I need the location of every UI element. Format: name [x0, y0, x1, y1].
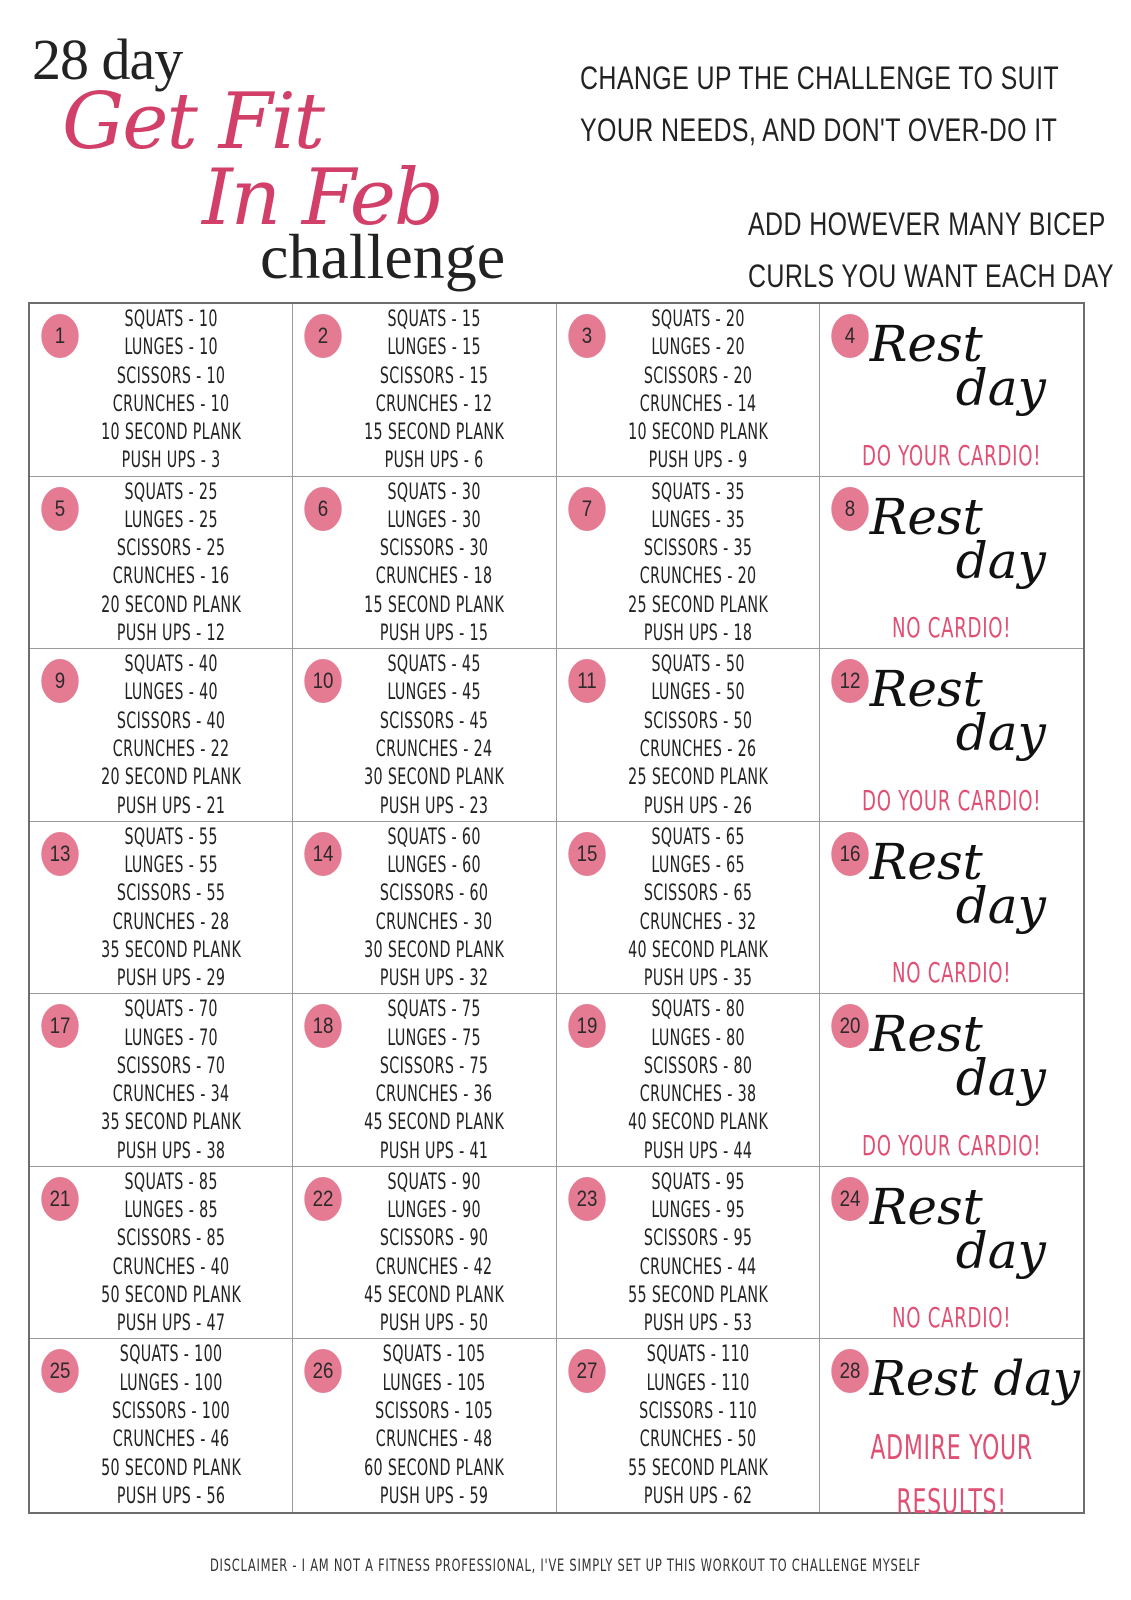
- day-number-badge: 20: [831, 1004, 868, 1048]
- day-cell: [557, 649, 820, 822]
- rest-day-subtitle: day: [955, 876, 1046, 935]
- exercise-line: PUSH UPS - 9: [648, 448, 748, 474]
- title-28-day: 28 day: [32, 27, 183, 92]
- exercise-line: SCISSORS - 55: [116, 881, 226, 907]
- exercise-line: PUSH UPS - 56: [116, 1483, 226, 1509]
- day-cell: [293, 477, 556, 650]
- exercise-line: SQUATS - 10: [124, 307, 218, 332]
- exercise-line: SQUATS - 65: [650, 824, 745, 850]
- day-cell: [557, 1339, 820, 1512]
- day-cell: [293, 649, 556, 822]
- exercise-line: PUSH UPS - 32: [380, 966, 489, 992]
- day-cell: [293, 1339, 556, 1512]
- cardio-note: NO CARDIO!: [891, 956, 1012, 990]
- exercise-line: 25 SECOND PLANK: [627, 765, 768, 791]
- exercise-list: [577, 824, 819, 994]
- exercise-list: [313, 479, 555, 649]
- rest-day-title: Rest: [869, 1005, 983, 1064]
- day-cell: [30, 822, 293, 995]
- day-cell: [30, 477, 293, 650]
- exercise-line: LUNGES - 110: [646, 1370, 750, 1396]
- exercise-line: CRUNCHES - 24: [376, 737, 493, 763]
- day-number-badge: 2: [305, 314, 342, 358]
- day-cell: [820, 304, 1083, 477]
- cardio-note: DO YOUR CARDIO!: [861, 1128, 1041, 1162]
- exercise-list: [577, 651, 819, 821]
- exercise-line: CRUNCHES - 30: [376, 909, 493, 935]
- day-cell: [30, 1167, 293, 1340]
- day-cell: [30, 649, 293, 822]
- exercise-line: CRUNCHES - 12: [376, 391, 493, 417]
- exercise-line: PUSH UPS - 44: [643, 1138, 752, 1164]
- exercise-list: [313, 1169, 555, 1339]
- exercise-line: SCISSORS - 90: [380, 1226, 489, 1252]
- exercise-line: SCISSORS - 35: [643, 536, 752, 562]
- exercise-line: LUNGES - 105: [382, 1370, 486, 1396]
- exercise-line: SQUATS - 95: [650, 1169, 745, 1195]
- exercise-line: CRUNCHES - 28: [112, 909, 230, 935]
- exercise-line: SCISSORS - 10: [116, 363, 226, 389]
- exercise-line: CRUNCHES - 20: [639, 564, 756, 590]
- title-block: [28, 27, 548, 292]
- day-number-badge: 21: [41, 1177, 78, 1221]
- exercise-line: CRUNCHES - 18: [376, 564, 493, 590]
- note-bicep-tip: [748, 198, 1114, 302]
- exercise-line: PUSH UPS - 35: [643, 966, 752, 992]
- day-number-badge: 14: [305, 832, 342, 876]
- exercise-line: SCISSORS - 75: [380, 1053, 489, 1079]
- exercise-line: SQUATS - 55: [124, 824, 218, 850]
- exercise-line: PUSH UPS - 23: [380, 793, 489, 819]
- day-number-badge: 12: [831, 659, 868, 703]
- exercise-line: SQUATS - 30: [387, 479, 481, 505]
- note-line: CURLS YOU WANT EACH DAY: [748, 258, 1114, 294]
- exercise-line: SCISSORS - 40: [116, 708, 226, 734]
- final-rest-day-title: Rest day: [869, 1351, 1080, 1408]
- day-cell: [293, 1167, 556, 1340]
- exercise-line: SCISSORS - 15: [380, 363, 489, 389]
- exercise-line: SQUATS - 60: [387, 824, 481, 850]
- exercise-line: 30 SECOND PLANK: [364, 765, 505, 791]
- exercise-line: SCISSORS - 95: [643, 1226, 752, 1252]
- rest-day-title: Rest: [869, 1177, 983, 1236]
- exercise-line: PUSH UPS - 41: [380, 1138, 489, 1164]
- exercise-line: LUNGES - 20: [650, 335, 745, 361]
- exercise-line: 45 SECOND PLANK: [364, 1283, 505, 1309]
- exercise-line: SCISSORS - 20: [643, 363, 752, 389]
- rest-day-title: Rest: [869, 832, 983, 891]
- exercise-line: 55 SECOND PLANK: [627, 1455, 768, 1481]
- note-line: CHANGE UP THE CHALLENGE TO SUIT: [580, 60, 1060, 96]
- challenge-calendar-grid: [28, 302, 1085, 1523]
- exercise-line: SQUATS - 45: [387, 652, 481, 678]
- day-number-badge: 1: [41, 314, 78, 358]
- day-cell: [820, 1167, 1083, 1340]
- day-cell: [557, 304, 820, 477]
- day-cell: [293, 304, 556, 477]
- exercise-list: [313, 306, 555, 476]
- day-number-badge: 11: [568, 659, 605, 703]
- day-cell: [30, 304, 293, 477]
- day-cell: [820, 822, 1083, 995]
- exercise-line: CRUNCHES - 46: [112, 1427, 230, 1453]
- exercise-line: SCISSORS - 25: [116, 536, 226, 562]
- exercise-line: PUSH UPS - 53: [643, 1311, 752, 1337]
- day-cell: [557, 477, 820, 650]
- exercise-line: SQUATS - 70: [124, 997, 218, 1023]
- exercise-line: 50 SECOND PLANK: [101, 1455, 242, 1481]
- exercise-line: LUNGES - 90: [387, 1198, 482, 1224]
- exercise-line: SCISSORS - 85: [116, 1226, 226, 1252]
- exercise-line: CRUNCHES - 44: [639, 1254, 756, 1280]
- exercise-line: SCISSORS - 100: [112, 1399, 231, 1425]
- exercise-line: LUNGES - 80: [650, 1025, 745, 1051]
- day-cell: [557, 1167, 820, 1340]
- exercise-line: SQUATS - 80: [650, 997, 745, 1023]
- exercise-list: [50, 1341, 292, 1511]
- exercise-line: CRUNCHES - 38: [639, 1082, 756, 1108]
- exercise-list: [577, 306, 819, 476]
- cardio-note: DO YOUR CARDIO!: [861, 783, 1041, 817]
- cardio-note: DO YOUR CARDIO!: [861, 438, 1041, 472]
- exercise-list: [313, 651, 555, 821]
- day-cell: [557, 994, 820, 1167]
- day-number-badge: 15: [568, 832, 605, 876]
- exercise-line: SQUATS - 110: [646, 1342, 749, 1368]
- exercise-line: SQUATS - 105: [383, 1342, 486, 1368]
- day-number-badge: 18: [305, 1004, 342, 1048]
- rest-day-subtitle: day: [955, 1221, 1046, 1280]
- exercise-line: PUSH UPS - 29: [116, 966, 226, 992]
- exercise-line: SCISSORS - 105: [375, 1399, 494, 1425]
- exercise-line: SQUATS - 85: [124, 1169, 218, 1195]
- exercise-line: CRUNCHES - 40: [112, 1254, 230, 1280]
- exercise-line: SQUATS - 100: [119, 1342, 223, 1368]
- day-number-badge: 24: [831, 1177, 868, 1221]
- exercise-line: SQUATS - 90: [387, 1169, 481, 1195]
- day-number-badge: 17: [41, 1004, 78, 1048]
- exercise-line: CRUNCHES - 22: [112, 737, 230, 763]
- exercise-line: 40 SECOND PLANK: [627, 937, 768, 963]
- exercise-line: 25 SECOND PLANK: [627, 592, 768, 618]
- day-cell: [820, 994, 1083, 1167]
- exercise-line: SCISSORS - 30: [380, 536, 489, 562]
- exercise-line: CRUNCHES - 32: [639, 909, 756, 935]
- exercise-list: [50, 651, 292, 821]
- exercise-list: [313, 996, 555, 1166]
- title-in-feb: In Feb: [202, 153, 442, 243]
- exercise-line: PUSH UPS - 18: [643, 621, 752, 647]
- rest-day-subtitle: day: [955, 359, 1046, 417]
- exercise-line: LUNGES - 60: [387, 853, 482, 878]
- cardio-note: NO CARDIO!: [891, 611, 1012, 645]
- rest-day-subtitle: day: [955, 1049, 1046, 1108]
- exercise-line: PUSH UPS - 21: [116, 793, 226, 819]
- exercise-line: PUSH UPS - 50: [380, 1311, 489, 1337]
- exercise-line: PUSH UPS - 12: [116, 621, 226, 647]
- exercise-line: CRUNCHES - 26: [639, 737, 756, 763]
- exercise-line: PUSH UPS - 26: [643, 793, 752, 819]
- exercise-line: SQUATS - 20: [650, 307, 745, 332]
- exercise-line: LUNGES - 40: [124, 680, 218, 706]
- exercise-list: [50, 479, 292, 649]
- day-number-badge: 23: [568, 1177, 605, 1221]
- note-line: ADD HOWEVER MANY BICEP: [748, 206, 1106, 242]
- final-message-line: RESULTS!: [896, 1482, 1007, 1523]
- exercise-line: SQUATS - 15: [387, 307, 481, 332]
- exercise-line: SQUATS - 35: [650, 479, 745, 505]
- day-cell: [557, 822, 820, 995]
- day-number-badge: 28: [831, 1349, 868, 1393]
- exercise-line: PUSH UPS - 15: [380, 621, 489, 647]
- exercise-line: SCISSORS - 80: [643, 1053, 752, 1079]
- exercise-line: 15 SECOND PLANK: [364, 420, 505, 446]
- day-number-badge: 13: [41, 832, 78, 876]
- exercise-line: PUSH UPS - 6: [384, 448, 484, 474]
- day-number-badge: 25: [41, 1349, 78, 1393]
- day-cell: [820, 477, 1083, 650]
- exercise-line: SQUATS - 50: [650, 652, 745, 678]
- day-number-badge: 3: [568, 314, 605, 358]
- cardio-note: NO CARDIO!: [891, 1301, 1012, 1335]
- exercise-line: LUNGES - 100: [119, 1370, 223, 1396]
- exercise-list: [577, 479, 819, 649]
- exercise-line: LUNGES - 15: [387, 335, 482, 361]
- exercise-line: SCISSORS - 45: [380, 708, 489, 734]
- day-number-badge: 5: [41, 487, 78, 531]
- exercise-list: [313, 824, 555, 994]
- day-number-badge: 22: [305, 1177, 342, 1221]
- exercise-line: LUNGES - 10: [124, 335, 218, 361]
- rest-day-title: Rest: [869, 315, 983, 373]
- exercise-line: 35 SECOND PLANK: [101, 937, 242, 963]
- exercise-line: LUNGES - 70: [124, 1025, 218, 1051]
- exercise-line: CRUNCHES - 16: [112, 564, 230, 590]
- exercise-line: CRUNCHES - 50: [639, 1427, 756, 1453]
- day-number-badge: 10: [305, 659, 342, 703]
- day-number-badge: 9: [41, 659, 78, 703]
- day-number-badge: 8: [831, 487, 868, 531]
- exercise-line: LUNGES - 65: [650, 853, 745, 878]
- final-message: [857, 1421, 1047, 1529]
- day-number-badge: 16: [831, 832, 868, 876]
- exercise-line: SCISSORS - 50: [643, 708, 752, 734]
- day-cell: [820, 649, 1083, 822]
- note-line: YOUR NEEDS, AND DON'T OVER-DO IT: [580, 112, 1058, 148]
- rest-day-subtitle: day: [955, 531, 1046, 590]
- day-number-badge: 4: [831, 314, 868, 358]
- day-cell: [293, 822, 556, 995]
- exercise-line: LUNGES - 25: [124, 507, 218, 533]
- exercise-line: LUNGES - 50: [650, 680, 745, 706]
- exercise-line: 30 SECOND PLANK: [364, 937, 505, 963]
- exercise-line: CRUNCHES - 36: [376, 1082, 493, 1108]
- exercise-line: SCISSORS - 65: [643, 881, 752, 907]
- disclaimer: DISCLAIMER - I AM NOT A FITNESS PROFESSIONAL, I'VE SIMPLY SET UP THIS WORKOUT TO CHALLENGE MYSELF: [209, 1556, 922, 1576]
- exercise-list: [577, 1169, 819, 1339]
- exercise-line: CRUNCHES - 48: [376, 1427, 493, 1453]
- exercise-list: [50, 1169, 292, 1339]
- exercise-line: LUNGES - 35: [650, 507, 745, 533]
- day-number-badge: 19: [568, 1004, 605, 1048]
- exercise-line: PUSH UPS - 3: [121, 448, 221, 474]
- day-cell: [30, 1339, 293, 1512]
- final-message-line: ADMIRE YOUR: [870, 1428, 1033, 1469]
- exercise-line: LUNGES - 55: [124, 853, 218, 878]
- exercise-line: 10 SECOND PLANK: [101, 420, 242, 446]
- exercise-line: SCISSORS - 60: [380, 881, 489, 907]
- exercise-line: 15 SECOND PLANK: [364, 592, 505, 618]
- exercise-line: SCISSORS - 110: [638, 1399, 757, 1425]
- day-cell: [30, 994, 293, 1167]
- exercise-line: 60 SECOND PLANK: [364, 1455, 505, 1481]
- exercise-line: CRUNCHES - 42: [376, 1254, 493, 1280]
- rest-day-subtitle: day: [955, 704, 1046, 763]
- day-number-badge: 26: [305, 1349, 342, 1393]
- exercise-line: SCISSORS - 70: [116, 1053, 226, 1079]
- exercise-line: LUNGES - 75: [387, 1025, 482, 1051]
- exercise-line: SQUATS - 40: [124, 652, 218, 678]
- rest-day-title: Rest: [869, 660, 983, 719]
- exercise-list: [577, 996, 819, 1166]
- day-number-badge: 7: [568, 487, 605, 531]
- exercise-line: PUSH UPS - 38: [116, 1138, 226, 1164]
- day-cell: [820, 1339, 1083, 1523]
- exercise-line: CRUNCHES - 34: [112, 1082, 230, 1108]
- exercise-line: SQUATS - 75: [387, 997, 481, 1023]
- exercise-list: [313, 1341, 555, 1511]
- exercise-list: [50, 306, 292, 476]
- title-challenge: challenge: [260, 221, 506, 292]
- exercise-line: SQUATS - 25: [124, 479, 218, 505]
- day-number-badge: 27: [568, 1349, 605, 1393]
- exercise-list: [50, 824, 292, 994]
- exercise-line: LUNGES - 45: [387, 680, 482, 706]
- day-cell: [293, 994, 556, 1167]
- exercise-line: 50 SECOND PLANK: [101, 1283, 242, 1309]
- day-number-badge: 6: [305, 487, 342, 531]
- title-get-fit: Get Fit: [62, 77, 324, 167]
- exercise-line: LUNGES - 95: [650, 1198, 745, 1224]
- exercise-list: [50, 996, 292, 1166]
- exercise-line: 40 SECOND PLANK: [627, 1110, 768, 1136]
- note-challenge-tip: [580, 52, 1059, 156]
- exercise-line: LUNGES - 85: [124, 1198, 218, 1224]
- exercise-line: 10 SECOND PLANK: [627, 420, 768, 446]
- exercise-line: 35 SECOND PLANK: [101, 1110, 242, 1136]
- rest-day-title: Rest: [869, 487, 983, 546]
- exercise-line: PUSH UPS - 59: [380, 1483, 489, 1509]
- exercise-line: 20 SECOND PLANK: [101, 592, 242, 618]
- exercise-line: CRUNCHES - 14: [639, 391, 756, 417]
- exercise-line: PUSH UPS - 47: [116, 1311, 226, 1337]
- exercise-line: 55 SECOND PLANK: [627, 1283, 768, 1309]
- exercise-line: CRUNCHES - 10: [112, 391, 230, 417]
- exercise-line: 20 SECOND PLANK: [101, 765, 242, 791]
- exercise-line: LUNGES - 30: [387, 507, 482, 533]
- exercise-line: 45 SECOND PLANK: [364, 1110, 505, 1136]
- exercise-list: [577, 1341, 819, 1511]
- exercise-line: PUSH UPS - 62: [643, 1483, 752, 1509]
